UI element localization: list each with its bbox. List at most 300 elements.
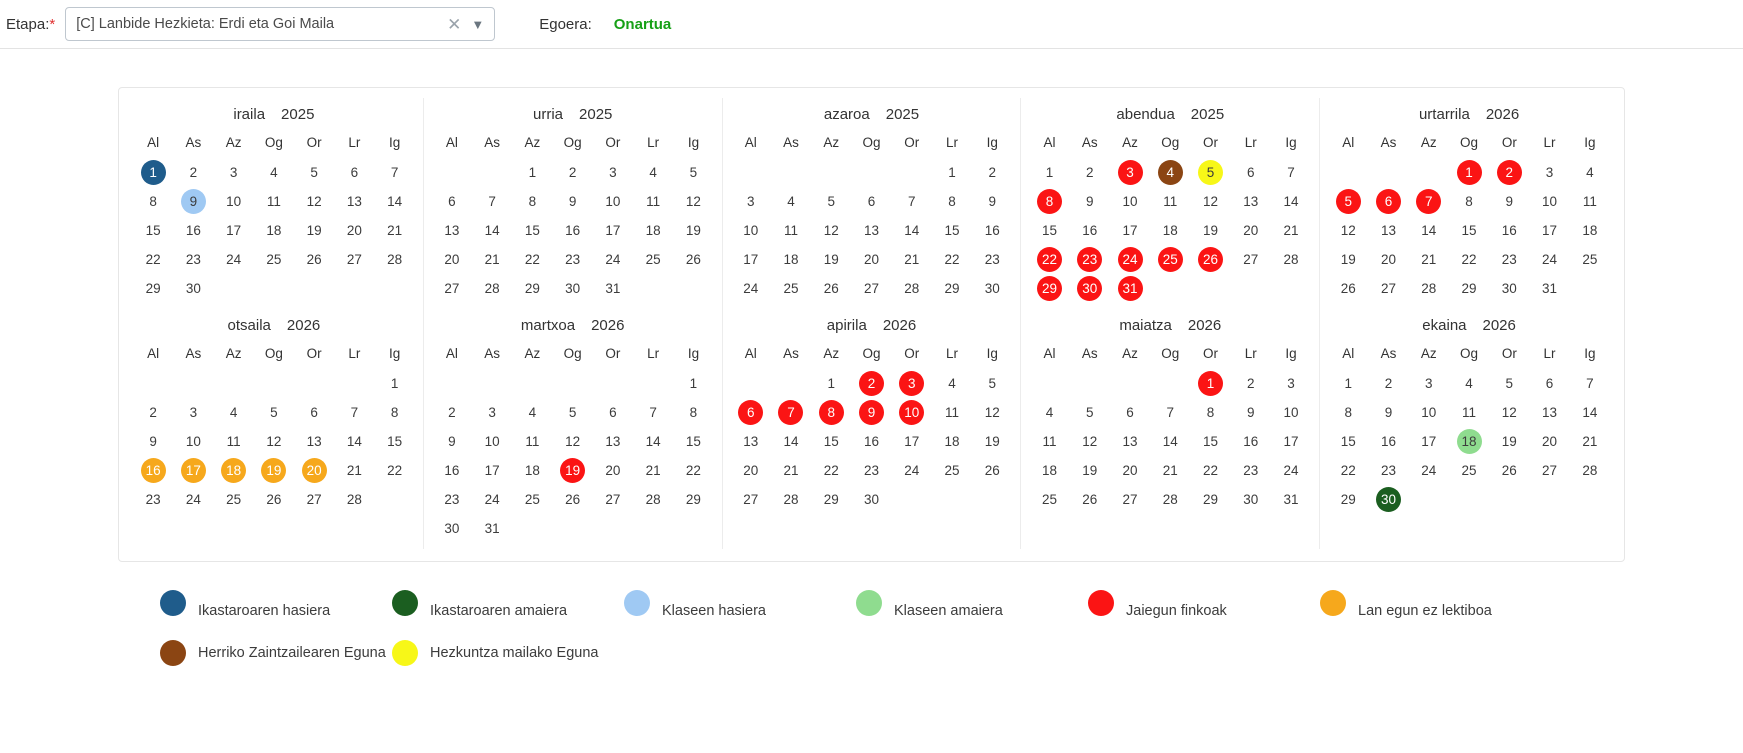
day-cell[interactable]: [1409, 187, 1449, 216]
day-cell[interactable]: [633, 456, 673, 485]
day-cell[interactable]: [133, 216, 173, 245]
day-cell[interactable]: [1368, 216, 1408, 245]
day-cell[interactable]: [1029, 158, 1069, 187]
day-cell[interactable]: [811, 398, 851, 427]
day-cell[interactable]: [1529, 158, 1569, 187]
day-cell[interactable]: [432, 216, 472, 245]
day-cell[interactable]: [771, 216, 811, 245]
day-cell[interactable]: [1570, 245, 1610, 274]
day-cell[interactable]: [1271, 369, 1311, 398]
day-cell[interactable]: [1029, 398, 1069, 427]
day-cell[interactable]: [133, 485, 173, 514]
day-cell[interactable]: [375, 427, 415, 456]
day-cell[interactable]: [294, 187, 334, 216]
day-cell[interactable]: [811, 485, 851, 514]
day-cell[interactable]: [771, 456, 811, 485]
day-cell[interactable]: [851, 187, 891, 216]
day-cell[interactable]: [593, 187, 633, 216]
day-cell[interactable]: [851, 274, 891, 303]
day-cell[interactable]: [851, 398, 891, 427]
day-cell[interactable]: [851, 369, 891, 398]
day-cell[interactable]: [1489, 158, 1529, 187]
day-cell[interactable]: [731, 456, 771, 485]
day-cell[interactable]: [173, 274, 213, 303]
day-cell[interactable]: [771, 427, 811, 456]
day-cell[interactable]: [1231, 245, 1271, 274]
day-cell[interactable]: [334, 427, 374, 456]
day-cell[interactable]: [851, 427, 891, 456]
day-cell[interactable]: [1190, 216, 1230, 245]
day-cell[interactable]: [1449, 187, 1489, 216]
day-cell[interactable]: [1110, 274, 1150, 303]
day-cell[interactable]: [633, 485, 673, 514]
day-cell[interactable]: [1449, 158, 1489, 187]
day-cell[interactable]: [334, 216, 374, 245]
day-cell[interactable]: [593, 427, 633, 456]
day-cell[interactable]: [1150, 245, 1190, 274]
day-cell[interactable]: [472, 187, 512, 216]
day-cell[interactable]: [771, 187, 811, 216]
day-cell[interactable]: [972, 274, 1012, 303]
day-cell[interactable]: [1368, 274, 1408, 303]
day-cell[interactable]: [932, 245, 972, 274]
day-cell[interactable]: [771, 245, 811, 274]
day-cell[interactable]: [811, 456, 851, 485]
day-cell[interactable]: [173, 398, 213, 427]
day-cell[interactable]: [1110, 158, 1150, 187]
day-cell[interactable]: [432, 187, 472, 216]
day-cell[interactable]: [214, 456, 254, 485]
day-cell[interactable]: [1231, 158, 1271, 187]
day-cell[interactable]: [1368, 427, 1408, 456]
day-cell[interactable]: [1271, 456, 1311, 485]
day-cell[interactable]: [1489, 274, 1529, 303]
day-cell[interactable]: [334, 158, 374, 187]
day-cell[interactable]: [472, 398, 512, 427]
day-cell[interactable]: [972, 216, 1012, 245]
day-cell[interactable]: [1231, 398, 1271, 427]
day-cell[interactable]: [892, 456, 932, 485]
day-cell[interactable]: [1409, 274, 1449, 303]
day-cell[interactable]: [851, 485, 891, 514]
day-cell[interactable]: [432, 427, 472, 456]
day-cell[interactable]: [673, 216, 713, 245]
day-cell[interactable]: [1489, 398, 1529, 427]
day-cell[interactable]: [472, 427, 512, 456]
day-cell[interactable]: [1231, 187, 1271, 216]
day-cell[interactable]: [133, 274, 173, 303]
day-cell[interactable]: [1271, 398, 1311, 427]
day-cell[interactable]: [932, 398, 972, 427]
close-icon[interactable]: ✕: [447, 14, 462, 34]
day-cell[interactable]: [1570, 158, 1610, 187]
day-cell[interactable]: [472, 274, 512, 303]
day-cell[interactable]: [1150, 398, 1190, 427]
day-cell[interactable]: [1190, 158, 1230, 187]
day-cell[interactable]: [1029, 216, 1069, 245]
day-cell[interactable]: [811, 216, 851, 245]
day-cell[interactable]: [334, 398, 374, 427]
day-cell[interactable]: [512, 158, 552, 187]
day-cell[interactable]: [1529, 187, 1569, 216]
day-cell[interactable]: [892, 427, 932, 456]
day-cell[interactable]: [1271, 216, 1311, 245]
day-cell[interactable]: [294, 245, 334, 274]
day-cell[interactable]: [1231, 427, 1271, 456]
day-cell[interactable]: [771, 485, 811, 514]
day-cell[interactable]: [173, 158, 213, 187]
day-cell[interactable]: [375, 245, 415, 274]
day-cell[interactable]: [1449, 398, 1489, 427]
day-cell[interactable]: [811, 245, 851, 274]
day-cell[interactable]: [811, 187, 851, 216]
day-cell[interactable]: [254, 456, 294, 485]
day-cell[interactable]: [472, 485, 512, 514]
day-cell[interactable]: [673, 456, 713, 485]
day-cell[interactable]: [1190, 398, 1230, 427]
day-cell[interactable]: [1409, 427, 1449, 456]
day-cell[interactable]: [593, 274, 633, 303]
day-cell[interactable]: [1190, 245, 1230, 274]
day-cell[interactable]: [1029, 274, 1069, 303]
day-cell[interactable]: [472, 245, 512, 274]
day-cell[interactable]: [1029, 456, 1069, 485]
day-cell[interactable]: [1570, 427, 1610, 456]
day-cell[interactable]: [1570, 398, 1610, 427]
day-cell[interactable]: [432, 485, 472, 514]
day-cell[interactable]: [1489, 216, 1529, 245]
day-cell[interactable]: [133, 158, 173, 187]
day-cell[interactable]: [1231, 369, 1271, 398]
day-cell[interactable]: [214, 187, 254, 216]
day-cell[interactable]: [214, 427, 254, 456]
day-cell[interactable]: [1570, 369, 1610, 398]
day-cell[interactable]: [1368, 398, 1408, 427]
day-cell[interactable]: [254, 216, 294, 245]
day-cell[interactable]: [334, 187, 374, 216]
day-cell[interactable]: [972, 456, 1012, 485]
day-cell[interactable]: [593, 216, 633, 245]
day-cell[interactable]: [1529, 398, 1569, 427]
day-cell[interactable]: [1070, 245, 1110, 274]
day-cell[interactable]: [553, 216, 593, 245]
day-cell[interactable]: [1449, 216, 1489, 245]
day-cell[interactable]: [1190, 456, 1230, 485]
day-cell[interactable]: [673, 485, 713, 514]
day-cell[interactable]: [972, 369, 1012, 398]
day-cell[interactable]: [972, 427, 1012, 456]
day-cell[interactable]: [892, 245, 932, 274]
day-cell[interactable]: [254, 485, 294, 514]
day-cell[interactable]: [1449, 369, 1489, 398]
day-cell[interactable]: [173, 187, 213, 216]
day-cell[interactable]: [1150, 485, 1190, 514]
day-cell[interactable]: [1110, 456, 1150, 485]
day-cell[interactable]: [1110, 398, 1150, 427]
day-cell[interactable]: [932, 369, 972, 398]
day-cell[interactable]: [553, 485, 593, 514]
day-cell[interactable]: [673, 369, 713, 398]
day-cell[interactable]: [932, 158, 972, 187]
day-cell[interactable]: [1029, 245, 1069, 274]
day-cell[interactable]: [214, 216, 254, 245]
day-cell[interactable]: [932, 216, 972, 245]
day-cell[interactable]: [553, 274, 593, 303]
day-cell[interactable]: [432, 456, 472, 485]
day-cell[interactable]: [731, 245, 771, 274]
stage-select[interactable]: [65, 7, 495, 41]
day-cell[interactable]: [1070, 398, 1110, 427]
day-cell[interactable]: [512, 274, 552, 303]
day-cell[interactable]: [1529, 216, 1569, 245]
day-cell[interactable]: [1409, 456, 1449, 485]
day-cell[interactable]: [375, 158, 415, 187]
day-cell[interactable]: [214, 398, 254, 427]
day-cell[interactable]: [254, 245, 294, 274]
day-cell[interactable]: [432, 514, 472, 543]
day-cell[interactable]: [173, 485, 213, 514]
day-cell[interactable]: [731, 485, 771, 514]
day-cell[interactable]: [472, 216, 512, 245]
day-cell[interactable]: [375, 216, 415, 245]
day-cell[interactable]: [512, 245, 552, 274]
day-cell[interactable]: [1328, 216, 1368, 245]
day-cell[interactable]: [1368, 369, 1408, 398]
day-cell[interactable]: [1529, 245, 1569, 274]
day-cell[interactable]: [673, 427, 713, 456]
day-cell[interactable]: [1070, 456, 1110, 485]
day-cell[interactable]: [1489, 245, 1529, 274]
day-cell[interactable]: [1150, 456, 1190, 485]
day-cell[interactable]: [173, 216, 213, 245]
day-cell[interactable]: [334, 456, 374, 485]
day-cell[interactable]: [553, 158, 593, 187]
day-cell[interactable]: [472, 514, 512, 543]
day-cell[interactable]: [673, 158, 713, 187]
day-cell[interactable]: [771, 398, 811, 427]
day-cell[interactable]: [811, 369, 851, 398]
day-cell[interactable]: [1368, 485, 1408, 514]
day-cell[interactable]: [512, 485, 552, 514]
day-cell[interactable]: [633, 187, 673, 216]
chevron-down-icon[interactable]: ▼: [471, 16, 485, 32]
day-cell[interactable]: [1489, 187, 1529, 216]
day-cell[interactable]: [1231, 216, 1271, 245]
day-cell[interactable]: [334, 245, 374, 274]
day-cell[interactable]: [731, 216, 771, 245]
day-cell[interactable]: [472, 456, 512, 485]
day-cell[interactable]: [892, 398, 932, 427]
day-cell[interactable]: [294, 456, 334, 485]
day-cell[interactable]: [1150, 216, 1190, 245]
day-cell[interactable]: [1489, 456, 1529, 485]
day-cell[interactable]: [1328, 274, 1368, 303]
day-cell[interactable]: [1231, 485, 1271, 514]
day-cell[interactable]: [173, 456, 213, 485]
day-cell[interactable]: [254, 187, 294, 216]
day-cell[interactable]: [294, 398, 334, 427]
day-cell[interactable]: [553, 427, 593, 456]
day-cell[interactable]: [375, 187, 415, 216]
day-cell[interactable]: [173, 245, 213, 274]
day-cell[interactable]: [633, 216, 673, 245]
day-cell[interactable]: [1368, 187, 1408, 216]
day-cell[interactable]: [811, 274, 851, 303]
day-cell[interactable]: [1271, 158, 1311, 187]
day-cell[interactable]: [593, 456, 633, 485]
day-cell[interactable]: [1271, 485, 1311, 514]
day-cell[interactable]: [673, 398, 713, 427]
day-cell[interactable]: [512, 427, 552, 456]
day-cell[interactable]: [1271, 245, 1311, 274]
day-cell[interactable]: [1070, 427, 1110, 456]
day-cell[interactable]: [1190, 187, 1230, 216]
day-cell[interactable]: [432, 398, 472, 427]
day-cell[interactable]: [633, 245, 673, 274]
day-cell[interactable]: [173, 427, 213, 456]
day-cell[interactable]: [1070, 216, 1110, 245]
day-cell[interactable]: [731, 398, 771, 427]
day-cell[interactable]: [593, 485, 633, 514]
day-cell[interactable]: [1110, 485, 1150, 514]
day-cell[interactable]: [133, 187, 173, 216]
day-cell[interactable]: [731, 274, 771, 303]
day-cell[interactable]: [673, 187, 713, 216]
day-cell[interactable]: [133, 245, 173, 274]
day-cell[interactable]: [1070, 485, 1110, 514]
day-cell[interactable]: [1070, 274, 1110, 303]
day-cell[interactable]: [633, 158, 673, 187]
day-cell[interactable]: [1449, 456, 1489, 485]
day-cell[interactable]: [892, 216, 932, 245]
day-cell[interactable]: [1328, 456, 1368, 485]
day-cell[interactable]: [1070, 158, 1110, 187]
day-cell[interactable]: [972, 158, 1012, 187]
day-cell[interactable]: [851, 245, 891, 274]
day-cell[interactable]: [1271, 187, 1311, 216]
day-cell[interactable]: [1409, 369, 1449, 398]
day-cell[interactable]: [1529, 456, 1569, 485]
day-cell[interactable]: [254, 427, 294, 456]
day-cell[interactable]: [432, 245, 472, 274]
day-cell[interactable]: [254, 398, 294, 427]
day-cell[interactable]: [932, 187, 972, 216]
day-cell[interactable]: [1409, 398, 1449, 427]
day-cell[interactable]: [1110, 187, 1150, 216]
day-cell[interactable]: [294, 427, 334, 456]
day-cell[interactable]: [1150, 158, 1190, 187]
day-cell[interactable]: [1029, 427, 1069, 456]
day-cell[interactable]: [375, 369, 415, 398]
day-cell[interactable]: [1489, 369, 1529, 398]
day-cell[interactable]: [1449, 274, 1489, 303]
day-cell[interactable]: [1190, 427, 1230, 456]
day-cell[interactable]: [932, 456, 972, 485]
day-cell[interactable]: [892, 369, 932, 398]
day-cell[interactable]: [214, 158, 254, 187]
day-cell[interactable]: [731, 187, 771, 216]
day-cell[interactable]: [1570, 456, 1610, 485]
day-cell[interactable]: [1110, 216, 1150, 245]
day-cell[interactable]: [1529, 369, 1569, 398]
day-cell[interactable]: [633, 398, 673, 427]
day-cell[interactable]: [932, 427, 972, 456]
day-cell[interactable]: [1570, 216, 1610, 245]
day-cell[interactable]: [1150, 187, 1190, 216]
day-cell[interactable]: [334, 485, 374, 514]
day-cell[interactable]: [593, 398, 633, 427]
day-cell[interactable]: [294, 216, 334, 245]
day-cell[interactable]: [1368, 456, 1408, 485]
day-cell[interactable]: [593, 245, 633, 274]
day-cell[interactable]: [375, 398, 415, 427]
day-cell[interactable]: [1529, 427, 1569, 456]
day-cell[interactable]: [1328, 245, 1368, 274]
day-cell[interactable]: [133, 398, 173, 427]
day-cell[interactable]: [1328, 398, 1368, 427]
day-cell[interactable]: [972, 398, 1012, 427]
day-cell[interactable]: [294, 158, 334, 187]
day-cell[interactable]: [593, 158, 633, 187]
day-cell[interactable]: [1150, 427, 1190, 456]
day-cell[interactable]: [1449, 427, 1489, 456]
day-cell[interactable]: [1190, 369, 1230, 398]
day-cell[interactable]: [1029, 187, 1069, 216]
day-cell[interactable]: [1570, 187, 1610, 216]
day-cell[interactable]: [1029, 485, 1069, 514]
day-cell[interactable]: [1328, 485, 1368, 514]
day-cell[interactable]: [1529, 274, 1569, 303]
day-cell[interactable]: [1368, 245, 1408, 274]
day-cell[interactable]: [1409, 216, 1449, 245]
day-cell[interactable]: [133, 427, 173, 456]
day-cell[interactable]: [1231, 456, 1271, 485]
day-cell[interactable]: [294, 485, 334, 514]
day-cell[interactable]: [512, 456, 552, 485]
day-cell[interactable]: [1110, 427, 1150, 456]
day-cell[interactable]: [432, 274, 472, 303]
day-cell[interactable]: [553, 398, 593, 427]
day-cell[interactable]: [972, 187, 1012, 216]
day-cell[interactable]: [731, 427, 771, 456]
day-cell[interactable]: [553, 187, 593, 216]
day-cell[interactable]: [892, 274, 932, 303]
day-cell[interactable]: [553, 456, 593, 485]
day-cell[interactable]: [254, 158, 294, 187]
day-cell[interactable]: [771, 274, 811, 303]
day-cell[interactable]: [375, 456, 415, 485]
day-cell[interactable]: [811, 427, 851, 456]
day-cell[interactable]: [673, 245, 713, 274]
day-cell[interactable]: [512, 398, 552, 427]
day-cell[interactable]: [1190, 485, 1230, 514]
day-cell[interactable]: [1328, 369, 1368, 398]
day-cell[interactable]: [1328, 187, 1368, 216]
day-cell[interactable]: [512, 216, 552, 245]
day-cell[interactable]: [633, 427, 673, 456]
day-cell[interactable]: [932, 274, 972, 303]
day-cell[interactable]: [214, 245, 254, 274]
day-cell[interactable]: [1328, 427, 1368, 456]
day-cell[interactable]: [851, 456, 891, 485]
day-cell[interactable]: [1409, 245, 1449, 274]
day-cell[interactable]: [1271, 427, 1311, 456]
day-cell[interactable]: [1110, 245, 1150, 274]
day-cell[interactable]: [972, 245, 1012, 274]
day-cell[interactable]: [892, 187, 932, 216]
day-cell[interactable]: [1489, 427, 1529, 456]
day-cell[interactable]: [1449, 245, 1489, 274]
